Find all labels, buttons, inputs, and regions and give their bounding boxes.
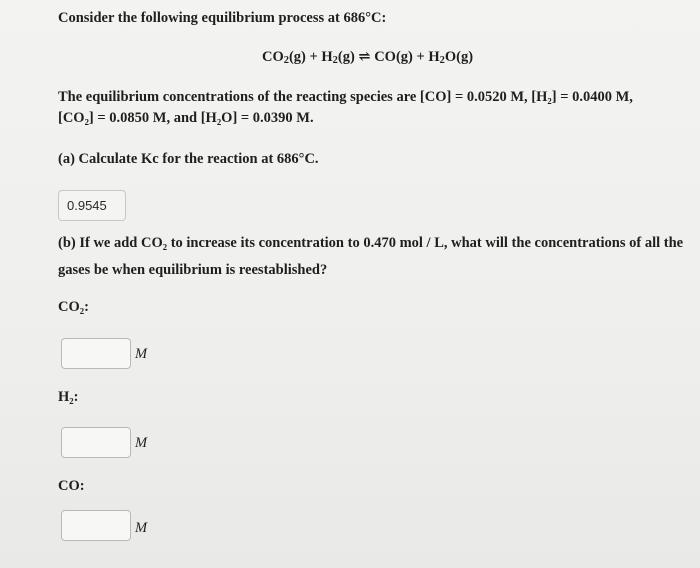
part-a-prompt: (a) Calculate Kc for the reaction at 686°C. bbox=[58, 151, 319, 167]
co-concentration-input[interactable] bbox=[61, 510, 131, 541]
part-b-prompt-line-2: gases be when equilibrium is reestablished? bbox=[58, 262, 328, 278]
equilibrium-equation bbox=[262, 48, 473, 68]
co2-unit: M bbox=[135, 346, 148, 362]
equation-h2o-suffix: O(g) bbox=[444, 49, 474, 65]
equation-products-prefix: (g) ⇌ CO(g) + H bbox=[337, 49, 440, 65]
co-unit: M bbox=[135, 520, 148, 536]
h2-concentration-input[interactable] bbox=[61, 427, 131, 458]
equation-h2-prefix: (g) + H bbox=[288, 49, 333, 65]
co2-label: CO₂: bbox=[58, 299, 89, 315]
h2-unit: M bbox=[135, 435, 148, 451]
equation-co2-subscript: 2 bbox=[283, 55, 289, 67]
co2-concentration-input[interactable] bbox=[61, 338, 131, 369]
h2-label: H₂: bbox=[58, 389, 79, 405]
question-title: Consider the following equilibrium process at 686°C: bbox=[58, 10, 387, 26]
concentrations-line-2: [CO₂] = 0.0850 M, and [H₂O] = 0.0390 M. bbox=[58, 110, 314, 126]
equation-h2-subscript: 2 bbox=[332, 55, 338, 67]
part-a-answer: 0.9545 bbox=[58, 190, 126, 221]
co-label: CO: bbox=[58, 478, 85, 494]
part-b-prompt-line-1: (b) If we add CO₂ to increase its concentration to 0.470 mol / L, what will the concentrations of all the bbox=[58, 235, 684, 251]
concentrations-line-1: The equilibrium concentrations of the reacting species are [CO] = 0.0520 M, [H₂] = 0.0400 M, bbox=[58, 89, 633, 105]
equation-h2o-subscript: 2 bbox=[439, 55, 445, 67]
equation-co2-prefix: CO bbox=[262, 49, 284, 65]
